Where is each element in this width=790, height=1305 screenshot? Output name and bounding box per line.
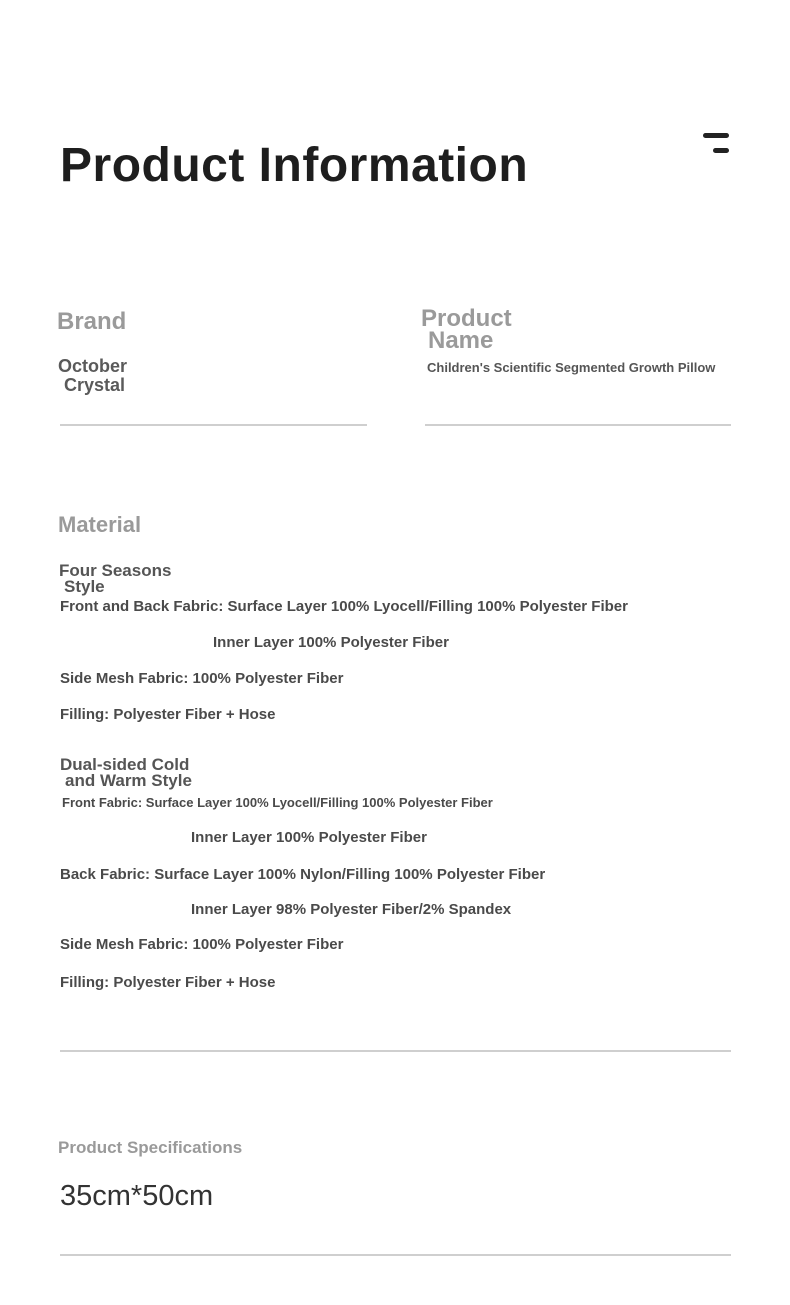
dual-sided-heading-line1: Dual-sided Cold (60, 755, 190, 774)
material-line: Filling: Polyester Fiber + Hose (60, 974, 276, 991)
dual-sided-heading (60, 757, 192, 789)
four-seasons-heading (59, 563, 171, 595)
divider (425, 424, 731, 426)
material-line: Inner Layer 100% Polyester Fiber (191, 829, 427, 846)
four-seasons-heading-line1: Four Seasons (59, 561, 172, 580)
menu-icon-bar-bottom (713, 148, 729, 153)
material-line: Filling: Polyester Fiber + Hose (60, 706, 276, 723)
brand-value-line2: Crystal (64, 375, 126, 395)
dual-sided-heading-line2: and Warm Style (65, 771, 192, 790)
material-line: Back Fabric: Surface Layer 100% Nylon/Filling 100% Polyester Fiber (60, 866, 546, 883)
specifications-value: 35cm*50cm (60, 1180, 214, 1212)
brand-value-line1: October (58, 356, 128, 376)
product-name-label-line2: Name (428, 327, 494, 354)
material-line: Inner Layer 100% Polyester Fiber (213, 634, 449, 651)
material-line: Side Mesh Fabric: 100% Polyester Fiber (60, 936, 344, 953)
material-line: Inner Layer 98% Polyester Fiber/2% Spandex (191, 901, 512, 918)
divider (60, 1050, 731, 1052)
menu-icon[interactable] (703, 133, 731, 155)
product-name-label (421, 305, 512, 354)
divider (60, 1254, 731, 1256)
divider (60, 424, 367, 426)
material-line: Front Fabric: Surface Layer 100% Lyocell/Filling 100% Polyester Fiber (62, 795, 493, 810)
material-line: Front and Back Fabric: Surface Layer 100% Lyocell/Filling 100% Polyester Fiber (60, 598, 628, 615)
material-label: Material (58, 512, 142, 537)
brand-label: Brand (57, 308, 127, 335)
product-name-value: Children's Scientific Segmented Growth Pillow (427, 360, 716, 375)
material-line: Side Mesh Fabric: 100% Polyester Fiber (60, 670, 344, 687)
brand-value (58, 357, 127, 395)
four-seasons-heading-line2: Style (64, 577, 105, 596)
specifications-label: Product Specifications (58, 1138, 243, 1157)
page-title: Product Information (60, 139, 529, 192)
menu-icon-bar-top (703, 133, 729, 138)
product-name-label-line1: Product (421, 305, 512, 332)
